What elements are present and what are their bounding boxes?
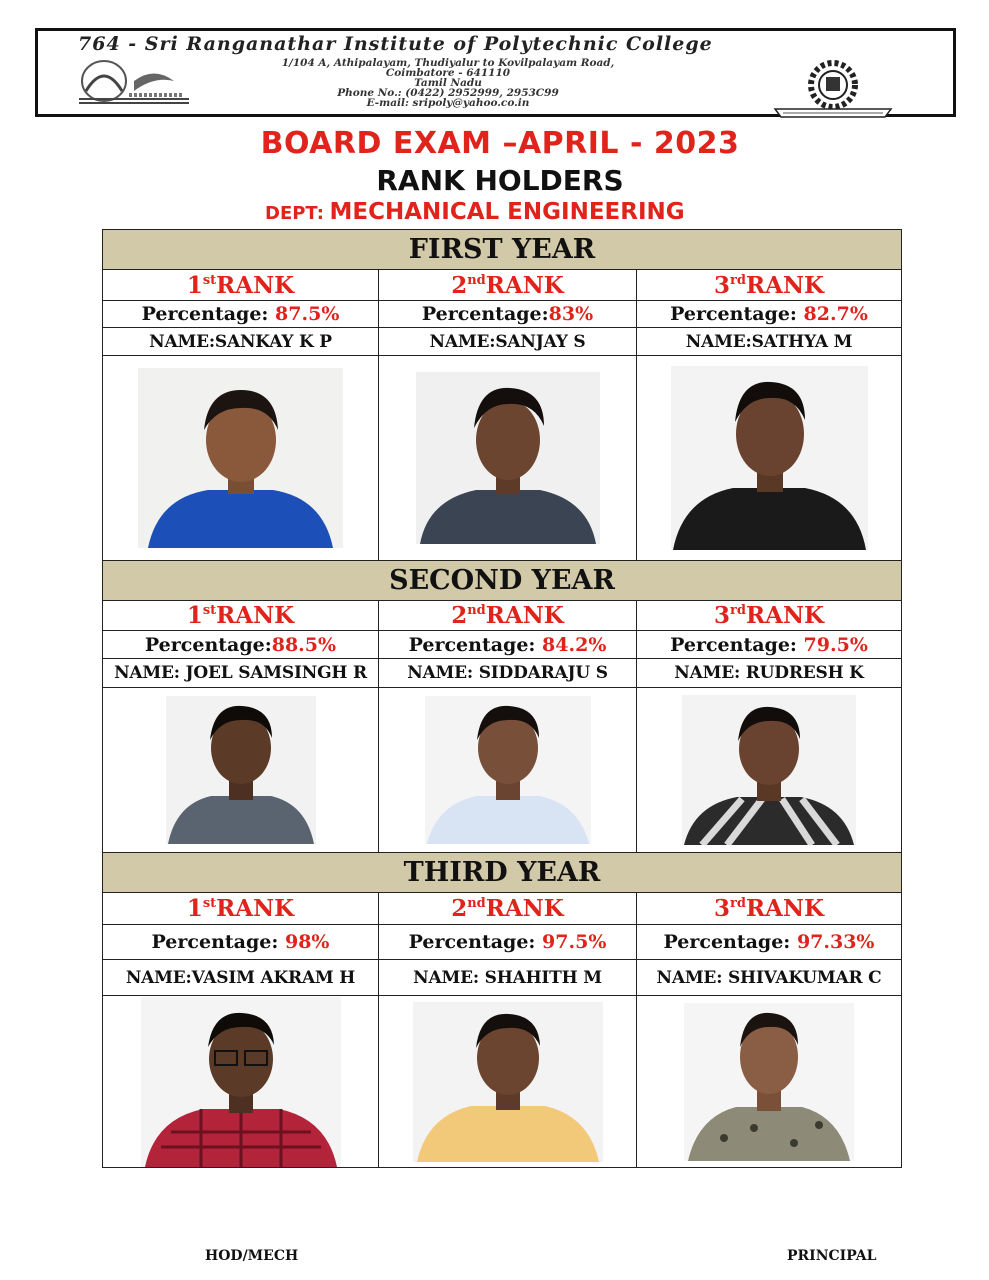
department-name: MECHANICAL ENGINEERING	[329, 199, 685, 225]
photo-row	[103, 996, 902, 1168]
department-heading	[265, 199, 685, 225]
percentage-cell: Percentage: 98%	[103, 925, 379, 960]
percentage-row	[103, 301, 902, 328]
email-line: E-mail: sripoly@yahoo.co.in	[366, 97, 530, 109]
percentage-row	[103, 925, 902, 960]
gear-seal-logo	[773, 59, 893, 119]
student-photo	[138, 368, 343, 548]
department-label: DEPT:	[265, 203, 324, 224]
address-line: Tamil Nadu	[414, 77, 482, 89]
hod-signature-label: HOD/MECH	[205, 1248, 299, 1264]
exam-title: BOARD EXAM –APRIL - 2023	[260, 126, 740, 161]
student-photo	[425, 696, 591, 844]
student-photo	[413, 1002, 603, 1162]
name-row	[103, 960, 902, 996]
rank-row	[103, 270, 902, 301]
year-title: SECOND YEAR	[103, 561, 902, 601]
rank-label: 2ndRANK	[379, 270, 637, 301]
year-header-row	[103, 230, 902, 270]
college-name: 764 - Sri Ranganathar Institute of Polytechnic College	[78, 33, 713, 55]
photo-cell	[103, 356, 379, 561]
rank-label: 2ndRANK	[379, 893, 637, 925]
name-row	[103, 659, 902, 688]
photo-cell	[103, 688, 379, 853]
photo-cell	[379, 688, 637, 853]
photo-row	[103, 356, 902, 561]
phone-line: Phone No.: (0422) 2952999, 2953C99	[337, 87, 559, 99]
rank-label: 3rdRANK	[637, 270, 902, 301]
student-name: NAME:SATHYA M	[637, 328, 902, 356]
name-row	[103, 328, 902, 356]
rank-label: 2ndRANK	[379, 601, 637, 631]
percentage-cell: Percentage: 84.2%	[379, 631, 637, 659]
rank-holders-heading: RANK HOLDERS	[376, 164, 624, 197]
student-name: NAME:VASIM AKRAM H	[103, 960, 379, 996]
student-photo	[416, 372, 600, 544]
percentage-cell: Percentage: 87.5%	[103, 301, 379, 328]
student-name: NAME:SANJAY S	[379, 328, 637, 356]
student-photo	[684, 1003, 854, 1161]
rank-label: 3rdRANK	[637, 601, 902, 631]
percentage-cell: Percentage: 82.7%	[637, 301, 902, 328]
photo-cell	[637, 996, 902, 1168]
year-header-row	[103, 853, 902, 893]
student-photo	[141, 997, 341, 1167]
rank-row	[103, 601, 902, 631]
college-emblem-logo	[74, 51, 194, 109]
year-title: FIRST YEAR	[103, 230, 902, 270]
year-title: THIRD YEAR	[103, 853, 902, 893]
student-photo	[671, 366, 868, 550]
photo-cell	[103, 996, 379, 1168]
rank-row	[103, 893, 902, 925]
address-line: Coimbatore - 641110	[385, 67, 511, 79]
student-name: NAME: RUDRESH K	[637, 659, 902, 688]
percentage-cell: Percentage:83%	[379, 301, 637, 328]
student-name: NAME:SANKAY K P	[103, 328, 379, 356]
rank-label: 3rdRANK	[637, 893, 902, 925]
rank-label: 1stRANK	[103, 893, 379, 925]
college-header	[35, 28, 956, 117]
student-photo	[166, 696, 316, 844]
principal-signature-label: PRINCIPAL	[787, 1248, 877, 1264]
address-line: 1/104 A, Athipalayam, Thudiyalur to Kovilpalayam Road,	[281, 57, 615, 69]
photo-cell	[637, 688, 902, 853]
student-name: NAME: SHAHITH M	[379, 960, 637, 996]
rank-label: 1stRANK	[103, 601, 379, 631]
student-photo	[682, 695, 856, 845]
percentage-cell: Percentage: 79.5%	[637, 631, 902, 659]
photo-row	[103, 688, 902, 853]
rank-label: 1stRANK	[103, 270, 379, 301]
percentage-cell: Percentage:88.5%	[103, 631, 379, 659]
photo-cell	[379, 996, 637, 1168]
photo-cell	[637, 356, 902, 561]
student-name: NAME: SHIVAKUMAR C	[637, 960, 902, 996]
percentage-cell: Percentage: 97.33%	[637, 925, 902, 960]
student-name: NAME: JOEL SAMSINGH R	[103, 659, 379, 688]
percentage-cell: Percentage: 97.5%	[379, 925, 637, 960]
photo-cell	[379, 356, 637, 561]
rank-holders-table	[102, 229, 902, 1168]
year-header-row	[103, 561, 902, 601]
student-name: NAME: SIDDARAJU S	[379, 659, 637, 688]
percentage-row	[103, 631, 902, 659]
